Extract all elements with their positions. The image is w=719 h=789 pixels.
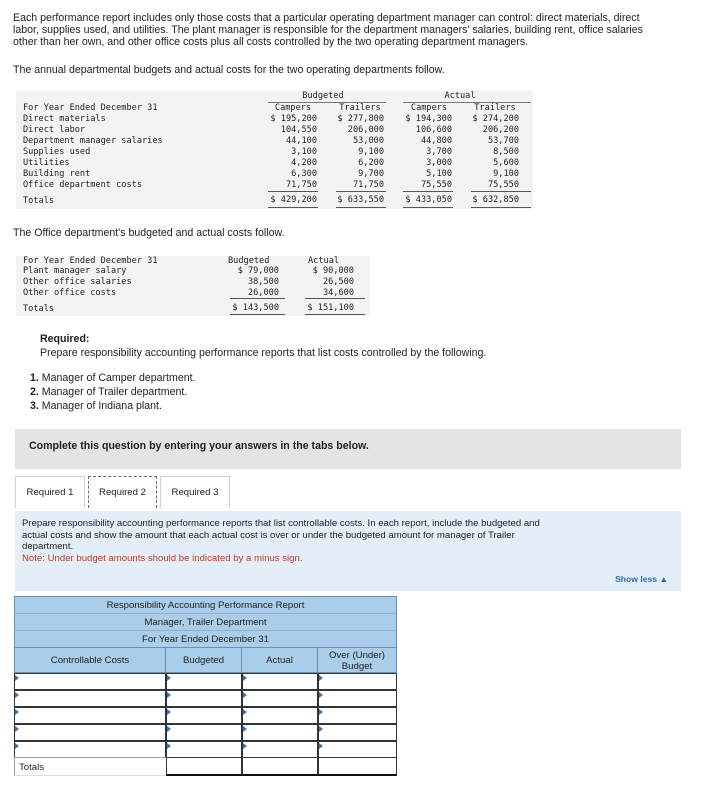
dropdown-marker-icon xyxy=(167,675,171,681)
report-row-2-budgeted-input[interactable] xyxy=(166,690,242,707)
dropdown-marker-icon xyxy=(243,675,247,681)
dept-row-label: Department manager salaries xyxy=(23,136,163,146)
dropdown-marker-icon xyxy=(167,726,171,732)
dept-row-value-a-trail: 206,200 xyxy=(482,125,519,135)
report-row-4-cost-name-input[interactable] xyxy=(14,724,166,741)
dept-row-label: Direct labor xyxy=(23,125,86,135)
office-budget-table xyxy=(16,256,370,316)
report-period: For Year Ended December 31 xyxy=(14,630,397,647)
dept-row-label: Building rent xyxy=(23,169,91,179)
office-totals-label: Totals xyxy=(23,304,55,314)
panel-line-1: Prepare responsibility accounting performance reports that list controllable costs. In each report, include the budgeted and xyxy=(22,518,540,529)
dropdown-marker-icon xyxy=(319,726,323,732)
budgeted-trailers-header: Trailers xyxy=(339,103,381,113)
intro-line-1: Each performance report includes only those costs that a particular operating department manager can control: direct materials, direct xyxy=(13,12,640,24)
col-over-under xyxy=(318,647,397,673)
required-heading: Required: xyxy=(40,333,90,345)
dept-row-value-b-trail: 53,000 xyxy=(352,136,384,146)
office-row-budgeted: 38,500 xyxy=(247,277,279,287)
intro-line-3: other than her own, and other office costs plus all costs controlled by the two operating department managers. xyxy=(13,36,529,49)
dept-row-label: Direct materials xyxy=(23,114,106,124)
dropdown-marker-icon xyxy=(243,726,247,732)
dept-row-value-a-trail: $ 274,200 xyxy=(472,114,519,124)
report-row-2-cost-name-input[interactable] xyxy=(14,690,166,707)
report-row-3-budgeted-input[interactable] xyxy=(166,707,242,724)
office-row-actual: $ 90,000 xyxy=(312,266,354,276)
col-controllable-costs: Controllable Costs xyxy=(14,647,166,673)
dept-total-b-trailers: $ 633,550 xyxy=(337,195,384,205)
totals-budgeted-input[interactable] xyxy=(166,757,242,776)
report-row-4-budgeted-input[interactable] xyxy=(166,724,242,741)
totals-label: Totals xyxy=(19,762,45,773)
office-period-label: For Year Ended December 31 xyxy=(23,256,158,266)
office-total-actual: $ 151,100 xyxy=(307,303,354,313)
panel-line-2: actual costs and show the amount that each actual cost is over or under the budgeted amount for manager of Trailer xyxy=(22,529,515,541)
required-item-3: 3. Manager of Indiana plant. xyxy=(30,400,162,412)
report-row-5-budgeted-input[interactable] xyxy=(166,741,242,758)
report-row-5-actual-input[interactable] xyxy=(242,741,318,758)
office-row-actual: 34,600 xyxy=(322,288,354,298)
actual-trailers-header: Trailers xyxy=(474,103,516,113)
dropdown-marker-icon xyxy=(167,743,171,749)
dept-total-b-campers: $ 429,200 xyxy=(270,195,317,205)
dropdown-marker-icon xyxy=(167,692,171,698)
intro-paragraph xyxy=(13,12,717,49)
dept-row-label: Supplies used xyxy=(23,147,91,157)
dept-row-value-a-camp: 5,100 xyxy=(426,169,452,179)
dept-row-value-b-camp: $ 195,200 xyxy=(270,114,317,124)
dept-row-value-a-camp: 75,550 xyxy=(420,180,452,190)
office-intro: The Office department's budgeted and actual costs follow. xyxy=(13,227,285,239)
dept-row-value-b-trail: 9,700 xyxy=(358,169,384,179)
dept-row-value-a-trail: 8,500 xyxy=(493,147,519,157)
report-row-4-actual-input[interactable] xyxy=(242,724,318,741)
dropdown-marker-icon xyxy=(319,709,323,715)
report-row-2-actual-input[interactable] xyxy=(242,690,318,707)
office-row-label: Other office salaries xyxy=(23,277,132,287)
office-budgeted-header: Budgeted xyxy=(228,256,270,266)
dept-row-value-b-camp: 104,550 xyxy=(280,125,317,135)
report-row-1-actual-input[interactable] xyxy=(242,673,318,690)
dropdown-marker-icon xyxy=(15,709,19,715)
dropdown-marker-icon xyxy=(15,743,19,749)
dept-row-value-b-trail: 6,200 xyxy=(358,158,384,168)
dept-row-value-a-camp: 44,800 xyxy=(420,136,452,146)
totals-row-label-cell xyxy=(14,757,166,776)
report-row-1-cost-name-input[interactable] xyxy=(14,673,166,690)
report-row-1-over-under-input[interactable] xyxy=(318,673,397,690)
dept-row-value-a-trail: 9,100 xyxy=(493,169,519,179)
actual-campers-header: Campers xyxy=(410,103,448,113)
intro-line-2: labor, supplies used, and utilities. The plant manager is responsible for the department managers' salaries, building rent, office salaries xyxy=(13,24,643,37)
col-budgeted: Budgeted xyxy=(166,647,242,673)
tab-required-2[interactable]: Required 2 xyxy=(88,476,157,508)
required-text: Prepare responsibility accounting performance reports that list costs controlled by the following. xyxy=(40,347,487,359)
office-actual-header: Actual xyxy=(308,256,340,266)
department-budget-table xyxy=(16,91,533,209)
report-subtitle: Manager, Trailer Department xyxy=(14,613,397,630)
dept-totals-label: Totals xyxy=(23,196,55,206)
performance-report xyxy=(14,596,397,777)
instructions-text: Complete this question by entering your answers in the tabs below. xyxy=(29,440,369,452)
dept-row-value-b-trail: 71,750 xyxy=(352,180,384,190)
report-row-2-over-under-input[interactable] xyxy=(318,690,397,707)
report-row-1-budgeted-input[interactable] xyxy=(166,673,242,690)
col-over-under-line-2: Budget xyxy=(341,661,373,672)
dropdown-marker-icon xyxy=(15,692,19,698)
office-row-label: Plant manager salary xyxy=(23,266,127,276)
report-row-5-cost-name-input[interactable] xyxy=(14,741,166,758)
dropdown-marker-icon xyxy=(243,692,247,698)
dept-period-label: For Year Ended December 31 xyxy=(23,103,158,113)
group-actual-header: Actual xyxy=(444,91,476,101)
dropdown-marker-icon xyxy=(15,675,19,681)
dept-row-value-b-camp: 44,100 xyxy=(285,136,317,146)
dropdown-marker-icon xyxy=(319,743,323,749)
dept-row-value-a-camp: 3,000 xyxy=(426,158,452,168)
totals-over-under-input[interactable] xyxy=(318,757,397,776)
dept-row-value-b-camp: 3,100 xyxy=(291,147,317,157)
office-row-label: Other office costs xyxy=(23,288,117,298)
dropdown-marker-icon xyxy=(15,726,19,732)
dept-row-value-b-camp: 4,200 xyxy=(291,158,317,168)
dropdown-marker-icon xyxy=(243,709,247,715)
required-item-1: 1. Manager of Camper department. xyxy=(30,372,196,384)
instruction-panel xyxy=(15,511,681,591)
dept-row-value-b-trail: 206,000 xyxy=(347,125,384,135)
dropdown-marker-icon xyxy=(243,743,247,749)
dept-row-value-b-trail: $ 277,800 xyxy=(337,114,384,124)
dropdown-marker-icon xyxy=(319,675,323,681)
col-actual: Actual xyxy=(242,647,318,673)
totals-actual-input[interactable] xyxy=(242,757,318,776)
dept-row-label: Utilities xyxy=(23,158,70,168)
report-row-3-actual-input[interactable] xyxy=(242,707,318,724)
office-row-budgeted: 26,000 xyxy=(247,288,279,298)
col-over-under-line-1: Over (Under) xyxy=(329,650,385,661)
group-budgeted-header: Budgeted xyxy=(302,91,344,101)
intro-line-4: The annual departmental budgets and actual costs for the two operating departments follow. xyxy=(13,64,445,76)
dept-row-value-a-camp: 3,700 xyxy=(426,147,452,157)
panel-text xyxy=(22,518,672,564)
report-title: Responsibility Accounting Performance Report xyxy=(14,596,397,613)
budgeted-campers-header: Campers xyxy=(274,103,312,113)
panel-note: Note: Under budget amounts should be indicated by a minus sign. xyxy=(22,552,303,564)
dept-row-value-a-trail: 75,550 xyxy=(487,180,519,190)
dept-total-a-campers: $ 433,050 xyxy=(405,195,452,205)
dropdown-marker-icon xyxy=(319,692,323,698)
dept-row-label: Office department costs xyxy=(23,180,142,190)
dept-total-a-trailers: $ 632,850 xyxy=(472,195,519,205)
tab-required-3[interactable]: Required 3 xyxy=(160,476,230,508)
dropdown-marker-icon xyxy=(167,709,171,715)
report-row-3-over-under-input[interactable] xyxy=(318,707,397,724)
office-row-budgeted: $ 79,000 xyxy=(237,266,279,276)
office-row-actual: 26,500 xyxy=(322,277,354,287)
tab-required-1[interactable]: Required 1 xyxy=(15,476,85,508)
report-row-3-cost-name-input[interactable] xyxy=(14,707,166,724)
instructions-band xyxy=(15,429,681,469)
dept-row-value-b-camp: 71,750 xyxy=(285,180,317,190)
report-row-5-over-under-input[interactable] xyxy=(318,741,397,758)
office-total-budgeted: $ 143,500 xyxy=(232,303,279,313)
dept-row-value-a-camp: 106,600 xyxy=(415,125,452,135)
dept-row-value-a-trail: 5,600 xyxy=(493,158,519,168)
dept-row-value-a-camp: $ 194,300 xyxy=(405,114,452,124)
dept-row-value-b-camp: 6,300 xyxy=(291,169,317,179)
panel-line-3: department. xyxy=(22,541,74,553)
required-item-2: 2. Manager of Trailer department. xyxy=(30,386,188,398)
report-row-4-over-under-input[interactable] xyxy=(318,724,397,741)
required-list xyxy=(30,371,195,413)
dept-row-value-b-trail: 9,100 xyxy=(358,147,384,157)
show-less-link[interactable]: Show less ▲ xyxy=(615,574,668,584)
dept-row-value-a-trail: 53,700 xyxy=(487,136,519,146)
